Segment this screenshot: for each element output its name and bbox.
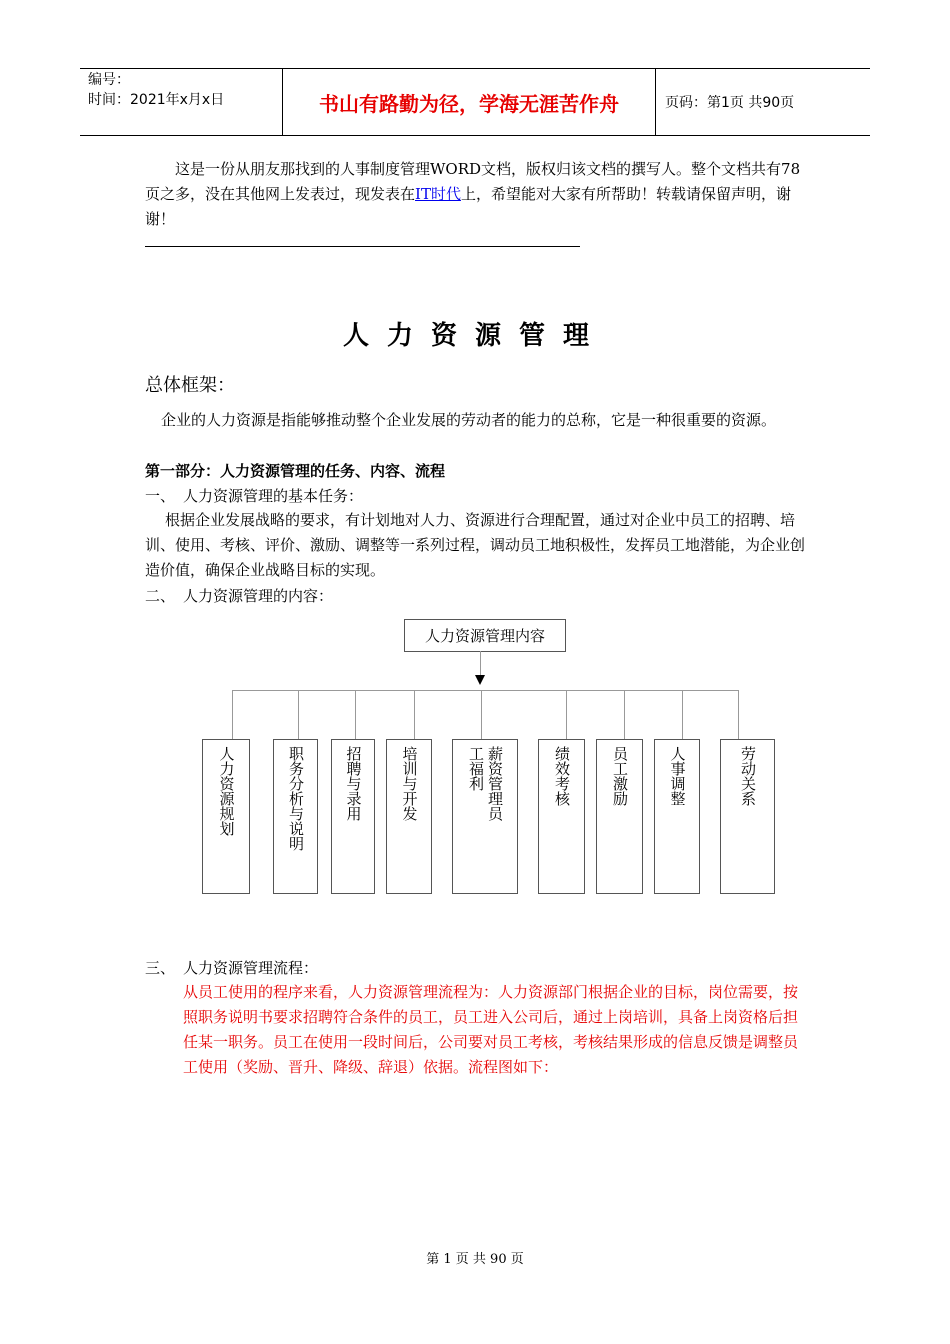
task-paragraph: 根据企业发展战略的要求，有计划地对人力、资源进行合理配置，通过对企业中员工的招聘、培训、使用、考核、评价、激励、调整等一系列过程，调动员工地积极性，发挥员工地潜能，为企业创造价值，确保企业战略目标的实现。 — [145, 511, 806, 579]
page-title: 人力资源管理 — [342, 321, 607, 351]
section-title: 人力资源管理流程： — [183, 959, 319, 977]
page-footer: 第 1 页 共 90 页 — [426, 1252, 524, 1267]
part1-heading: 第一部分：人力资源管理的任务、内容、流程 — [145, 462, 446, 480]
diagram-connector — [481, 690, 482, 739]
diagram-child-box — [386, 739, 432, 894]
section-number: 一、 — [145, 487, 176, 505]
diagram-connector — [298, 690, 299, 739]
section-heading — [145, 485, 363, 506]
intro-divider — [145, 246, 580, 247]
header-meta — [88, 70, 224, 110]
section-heading — [145, 585, 333, 606]
diagram-child-label: 绩效考核 — [553, 746, 571, 806]
section-number: 二、 — [145, 587, 176, 605]
diagram-child-box — [596, 739, 643, 894]
diagram-child-label: 职务分析与说明 — [287, 746, 305, 851]
diagram-child-label: 人事调整 — [668, 746, 687, 806]
diagram-connector — [738, 690, 739, 739]
intro-paragraph — [145, 157, 810, 232]
diagram-connector — [232, 690, 233, 739]
diagram-connector — [414, 690, 415, 739]
diagram-child-label: 薪资管理员工福利 — [467, 746, 504, 821]
diagram-connector — [682, 690, 683, 739]
header-divider — [655, 68, 656, 136]
overview-heading: 总体框架： — [145, 375, 235, 396]
diagram-child-label: 劳动关系 — [739, 746, 757, 806]
section-title: 人力资源管理的基本任务： — [183, 487, 364, 505]
diagram-bus-line — [232, 690, 738, 691]
intro-text-before: 这是一份从朋友那找到的人事制度管理WORD文档，版权归该文档的撰写人。整个文档共有78页之多，没在其他网上发表过，现发表在 — [145, 160, 801, 203]
flow-paragraph: 从员工使用的程序来看，人力资源管理流程为：人力资源部门根据企业的目标，岗位需要，按照职务说明书要求招聘符合条件的员工，员工进入公司后，通过上岗培训，具备上岗资格后担任某一职务。员工在使用一段时间后，公司要对员工考核，考核结果形成的信息反馈是调整员工使用（奖励、晋升、降级、辞退）依据。流程图如下： — [183, 983, 799, 1076]
it-era-link[interactable]: IT时代 — [415, 185, 461, 203]
section-number: 三、 — [145, 959, 176, 977]
header-motto: 书山有路勤为径，学海无涯苦作舟 — [319, 91, 619, 116]
diagram-child-box — [331, 739, 375, 894]
diagram-child-box — [720, 739, 775, 894]
diagram-root-box: 人力资源管理内容 — [404, 619, 566, 652]
time-label: 时间：2021年x月x日 — [88, 92, 225, 108]
diagram-connector — [566, 690, 567, 739]
diagram-child-label: 招聘与录用 — [344, 746, 363, 821]
diagram-child-box — [538, 739, 585, 894]
diagram-child-label: 人力资源规划 — [217, 746, 236, 836]
diagram-child-box — [273, 739, 318, 894]
diagram-connector — [480, 651, 481, 676]
diagram-child-box — [654, 739, 700, 894]
definition-paragraph: 企业的人力资源是指能够推动整个企业发展的劳动者的能力的总称，它是一种很重要的资源。 — [161, 411, 777, 429]
down-arrow-icon — [475, 675, 485, 685]
header-page-label: 页码：第1页 共90页 — [665, 95, 795, 111]
diagram-child-label: 员工激励 — [611, 746, 629, 806]
diagram-connector — [624, 690, 625, 739]
diagram-child-label: 培训与开发 — [400, 746, 419, 821]
diagram-child-box — [452, 739, 518, 894]
section-title: 人力资源管理的内容： — [183, 587, 334, 605]
section-heading — [145, 957, 318, 978]
diagram-child-box — [202, 739, 250, 894]
serial-label: 编号： — [88, 72, 130, 88]
diagram-connector — [355, 690, 356, 739]
intro-text-after: 上，希望能对大家有所帮助！转载请保留声明，谢谢！ — [145, 185, 791, 228]
